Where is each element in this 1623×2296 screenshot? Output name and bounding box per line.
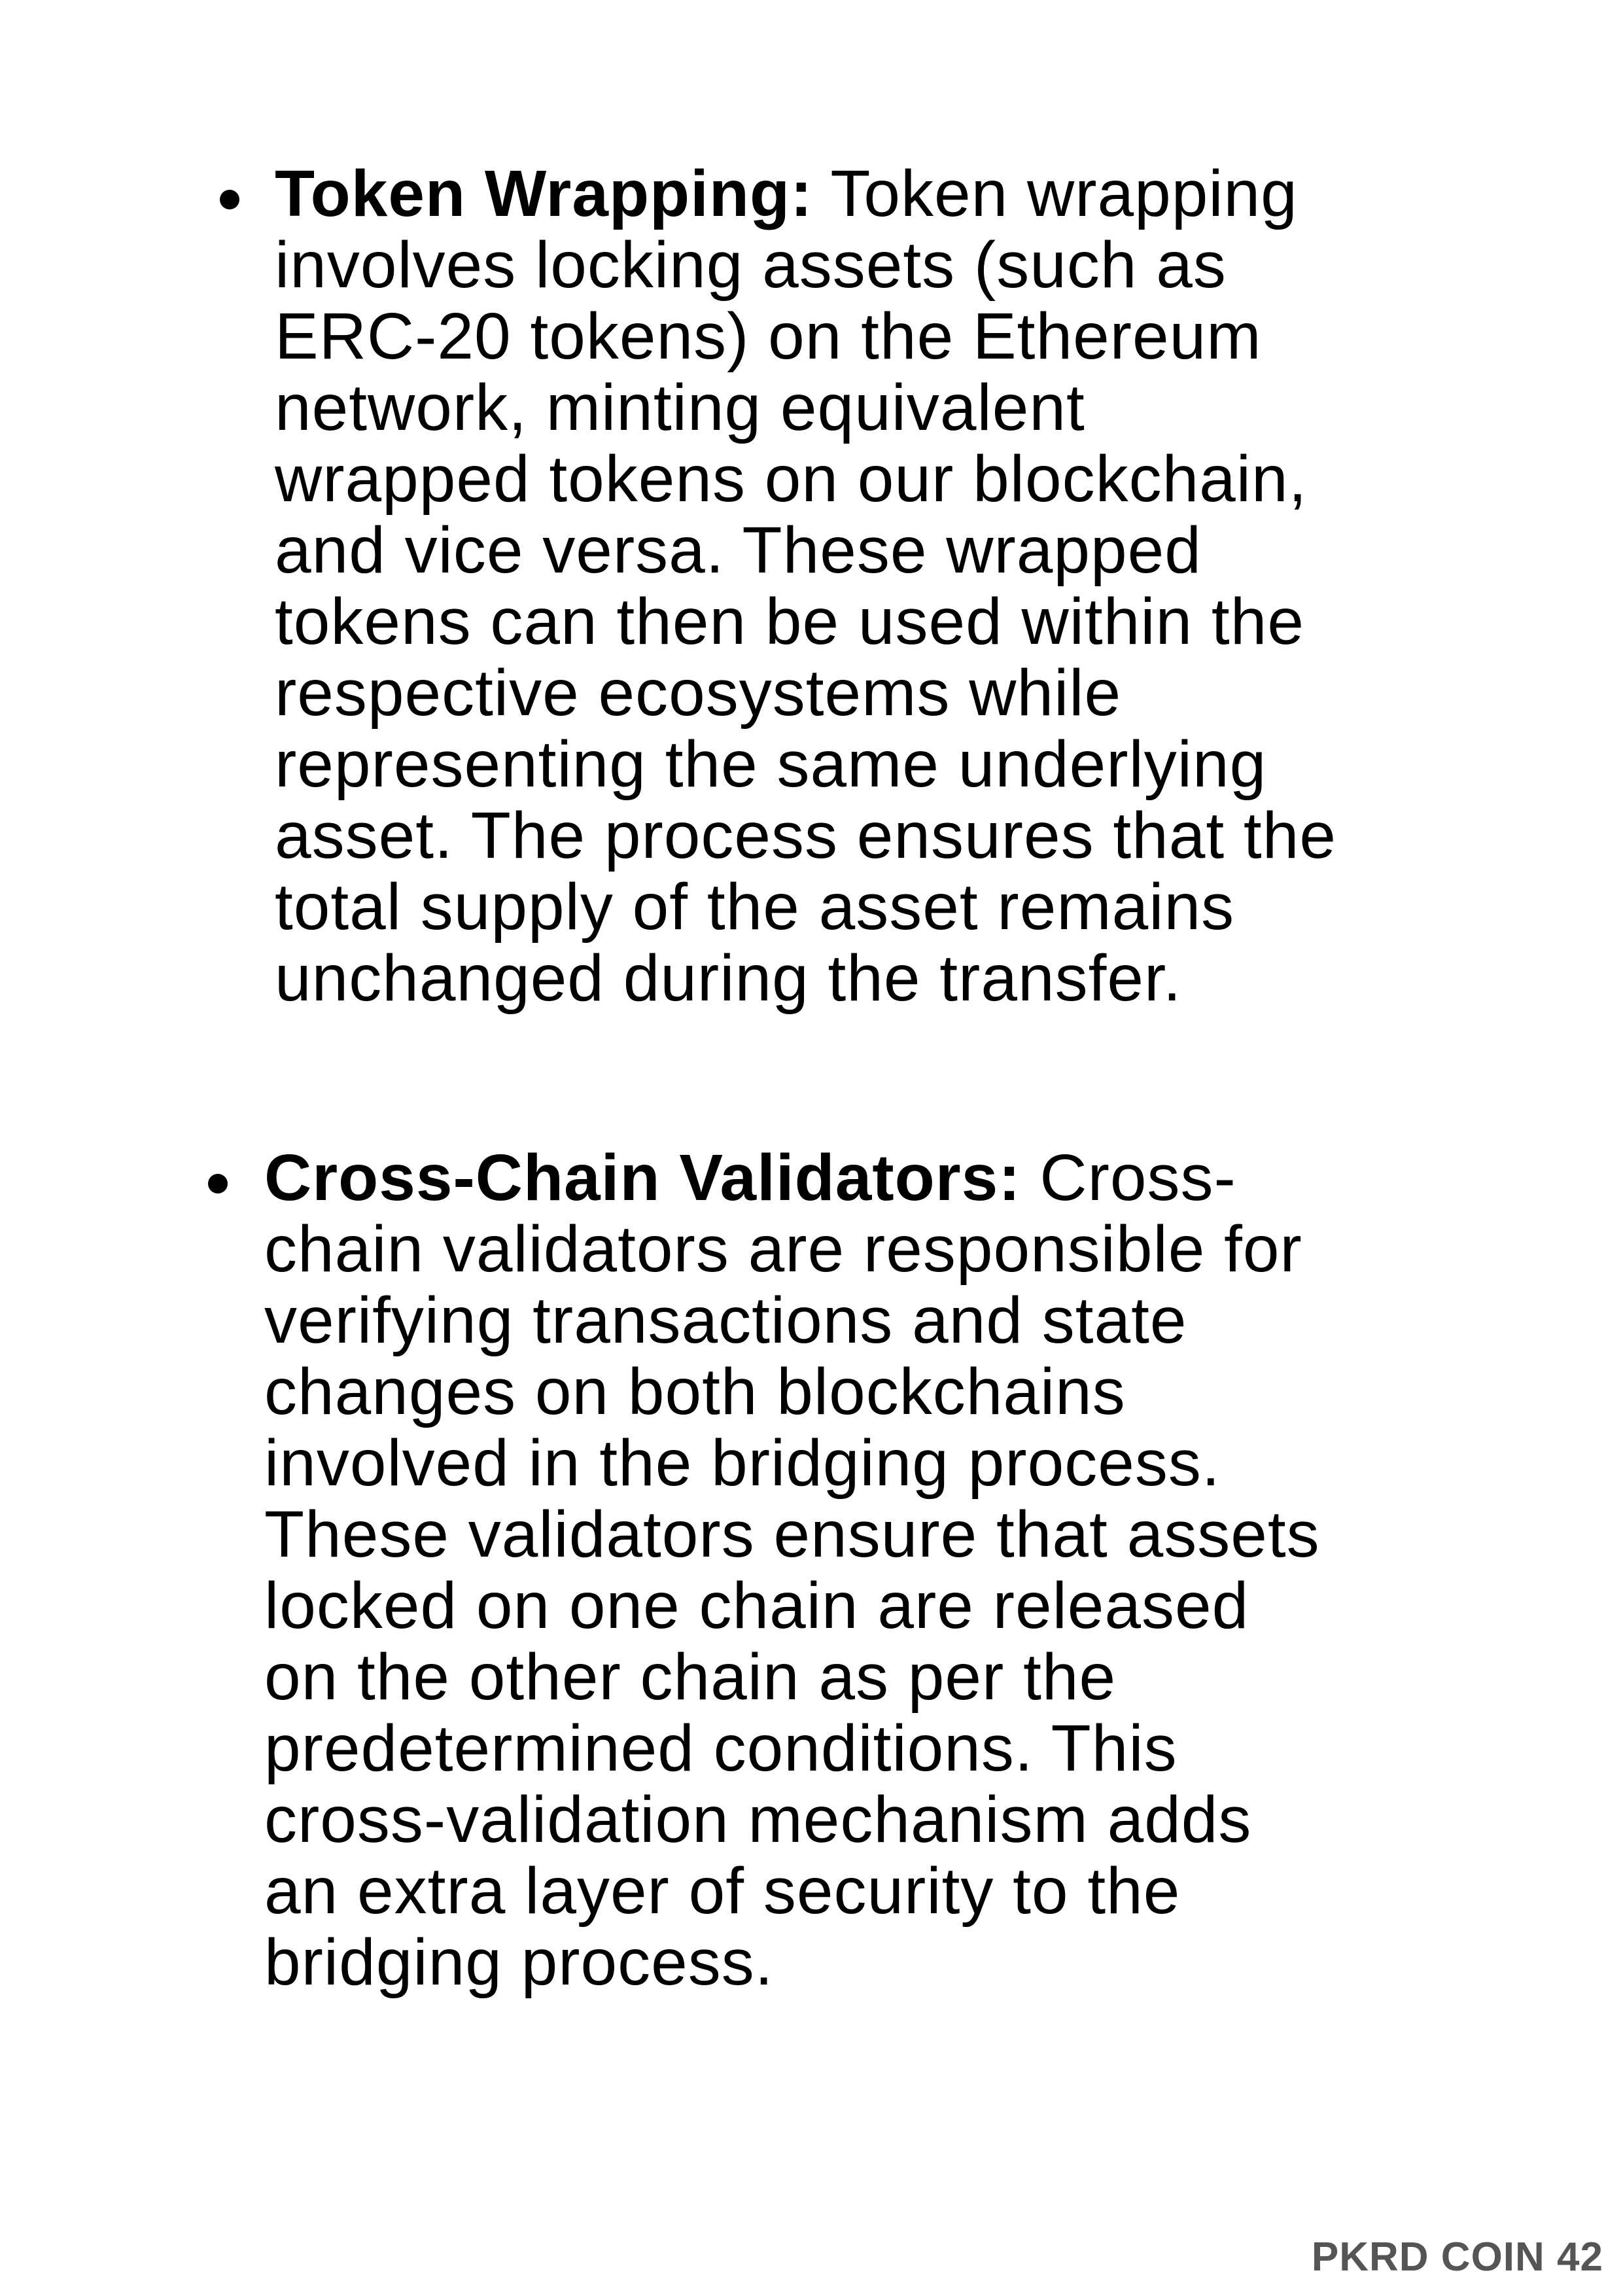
bullet-dot-icon — [220, 190, 239, 209]
bullet-term: Token Wrapping: — [275, 157, 813, 230]
bullet-item-cross-chain-validators — [264, 1142, 1533, 1998]
bullet-dot-icon — [208, 1174, 228, 1193]
bullet-item-token-wrapping — [275, 158, 1531, 1014]
bullet-body: Cross- chain validators are responsible for verifying transactions and state changes on both blockchains involved in the bridging process. These validators ensure that assets locked on one chain are released on the other chain as per the predetermined conditions. This cross-validation mechanism adds an extra layer of security to the bridging process. — [264, 1141, 1320, 1999]
bullet-term: Cross-Chain Validators: — [264, 1141, 1021, 1214]
bullet-text — [275, 158, 1531, 1014]
bullet-text — [264, 1142, 1533, 1998]
page-footer: PKRD COIN 42 — [1311, 2234, 1603, 2280]
bullet-body: Token wrapping involves locking assets (such as ERC-20 tokens) on the Ethereum network, minting equivalent wrapped tokens on our blockchain, and vice versa. These wrapped tokens can then be used within the respective ecosystems while representing the same underlying asset. The process ensures that the total supply of the asset remains unchanged during the transfer. — [275, 157, 1336, 1015]
